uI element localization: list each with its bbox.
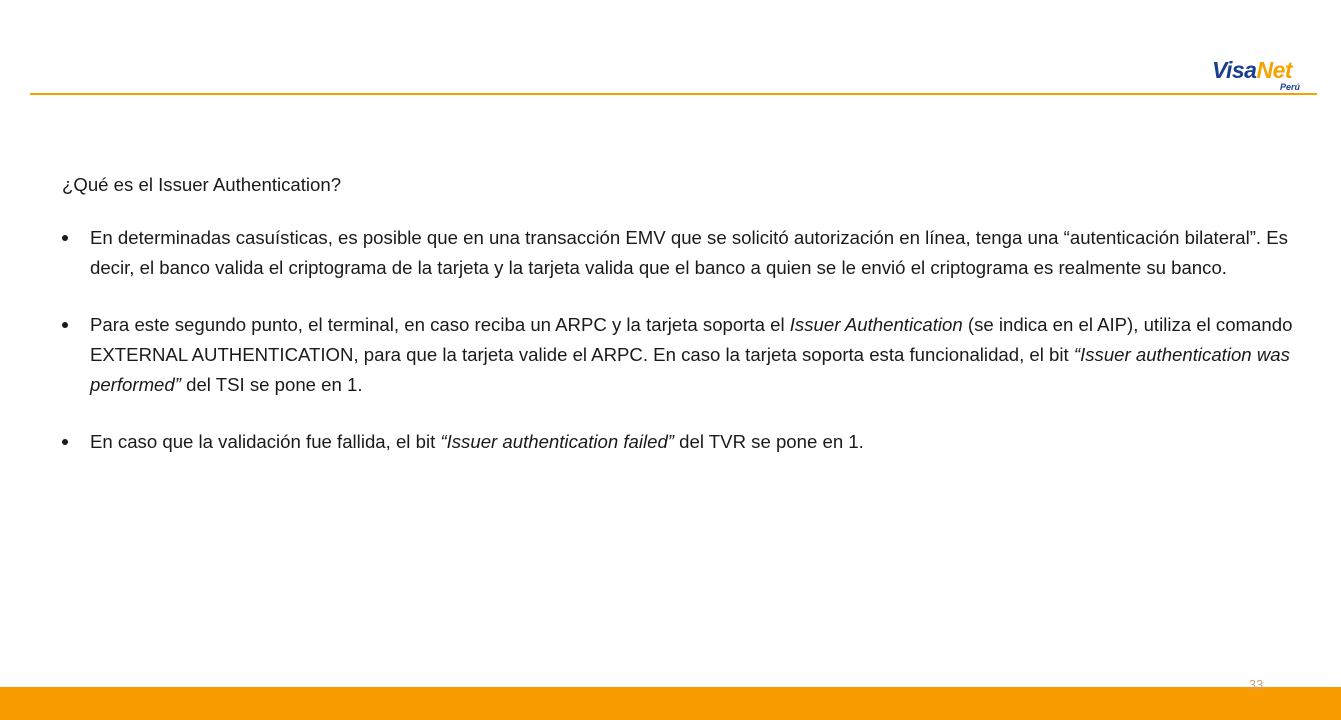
bullet-dot-icon xyxy=(62,439,68,445)
page-number: 33 xyxy=(1248,677,1264,692)
bullet-text: del TVR se pone en 1. xyxy=(674,431,864,452)
bullet-text: En caso que la validación fue fallida, el bit xyxy=(90,431,441,452)
logo-net-text: Net xyxy=(1256,57,1293,83)
logo-visa-text: Visa xyxy=(1212,57,1257,83)
header-divider xyxy=(30,93,1317,95)
bullet-text: En determinadas casuísticas, es posible que en una transacción EMV que se solicitó autorización en línea, tenga una “autenticación bilateral”. Es decir, el banco valida el criptograma de la tarjeta y la tarjeta valida que el banco a quien se le envió el criptograma es realmente su banco. xyxy=(90,227,1288,278)
bullet-text: Para este segundo punto, el terminal, en caso reciba un ARPC y la tarjeta soporta el xyxy=(90,314,790,335)
bullet-emphasis: “Issuer authentication was performed” xyxy=(90,344,1290,395)
bullet-text: del TSI se pone en 1. xyxy=(180,374,363,395)
logo-country-text: Perú xyxy=(1279,82,1300,92)
bullet-list xyxy=(60,223,1320,457)
visanet-peru-logo xyxy=(1212,56,1304,96)
logo-wordmark xyxy=(1212,56,1292,84)
bullet-emphasis: Issuer Authentication xyxy=(789,314,963,335)
bullet-item xyxy=(60,223,1320,283)
slide-heading: ¿Qué es el Issuer Authentication? xyxy=(62,174,342,195)
footer-bar xyxy=(0,687,1341,720)
bullet-item xyxy=(60,427,1320,457)
bullet-text: (se indica en el AIP), utiliza el comando EXTERNAL AUTHENTICATION, para que la tarjeta valide el ARPC. En caso la tarjeta soporta esta funcionalidad, el bit xyxy=(90,314,1293,365)
bullet-dot-icon xyxy=(62,322,68,328)
bullet-emphasis: “Issuer authentication failed” xyxy=(440,431,674,452)
bullet-dot-icon xyxy=(62,235,68,241)
slide-content xyxy=(60,170,1320,484)
bullet-item xyxy=(60,310,1320,400)
